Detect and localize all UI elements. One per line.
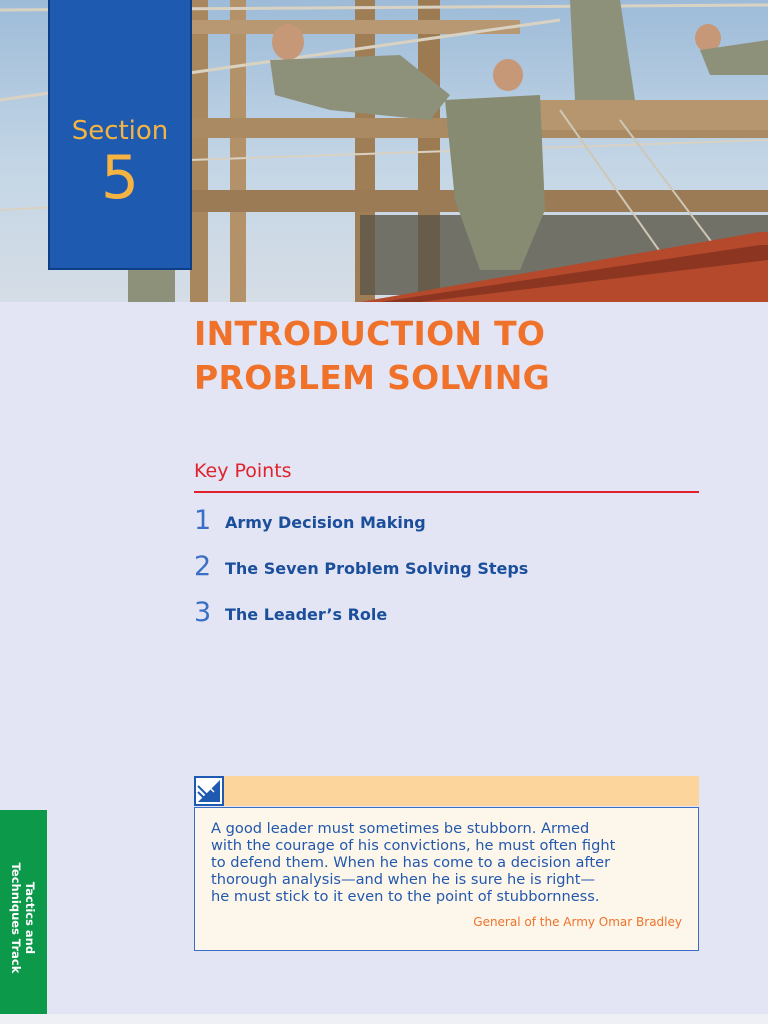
quote-line: thorough analysis—and when he is sure he is right—: [211, 871, 596, 888]
key-point-number: 3: [194, 597, 212, 628]
section-number: 5: [100, 143, 140, 213]
quote-author: General of the Army Omar Bradley: [473, 915, 682, 929]
page-title: [194, 312, 714, 400]
header-photo: [0, 0, 768, 302]
key-point-number: 2: [194, 551, 212, 582]
page-title-line-2: PROBLEM SOLVING: [194, 358, 551, 397]
quote-text: [211, 820, 689, 905]
key-points-heading: Key Points: [194, 460, 292, 482]
track-label-line-2: Techniques Track: [9, 862, 23, 974]
quote-line: A good leader must sometimes be stubborn. Armed: [211, 820, 590, 837]
quote-line: he must stick to it even to the point of stubbornness.: [211, 888, 600, 905]
page-bottom-strip: [0, 1014, 768, 1024]
quote-line: with the courage of his convictions, he must often fight: [211, 837, 616, 854]
quote-line: to defend them. When he has come to a decision after: [211, 854, 611, 871]
key-point-label: The Leader’s Role: [225, 605, 388, 624]
quote-box: [194, 807, 699, 951]
quote-header-bar: [194, 776, 699, 806]
section-label: Section: [71, 116, 169, 146]
section-badge: [48, 0, 192, 270]
track-tab: [0, 810, 47, 1014]
key-point-label: Army Decision Making: [225, 513, 426, 532]
track-label-line-1: Tactics and: [23, 881, 37, 955]
quote-icon: [194, 776, 224, 806]
page-title-line-1: INTRODUCTION TO: [194, 314, 546, 353]
key-point-label: The Seven Problem Solving Steps: [225, 559, 529, 578]
key-points-divider: [194, 491, 699, 493]
track-label: [9, 863, 37, 974]
key-point-number: 1: [194, 505, 212, 536]
